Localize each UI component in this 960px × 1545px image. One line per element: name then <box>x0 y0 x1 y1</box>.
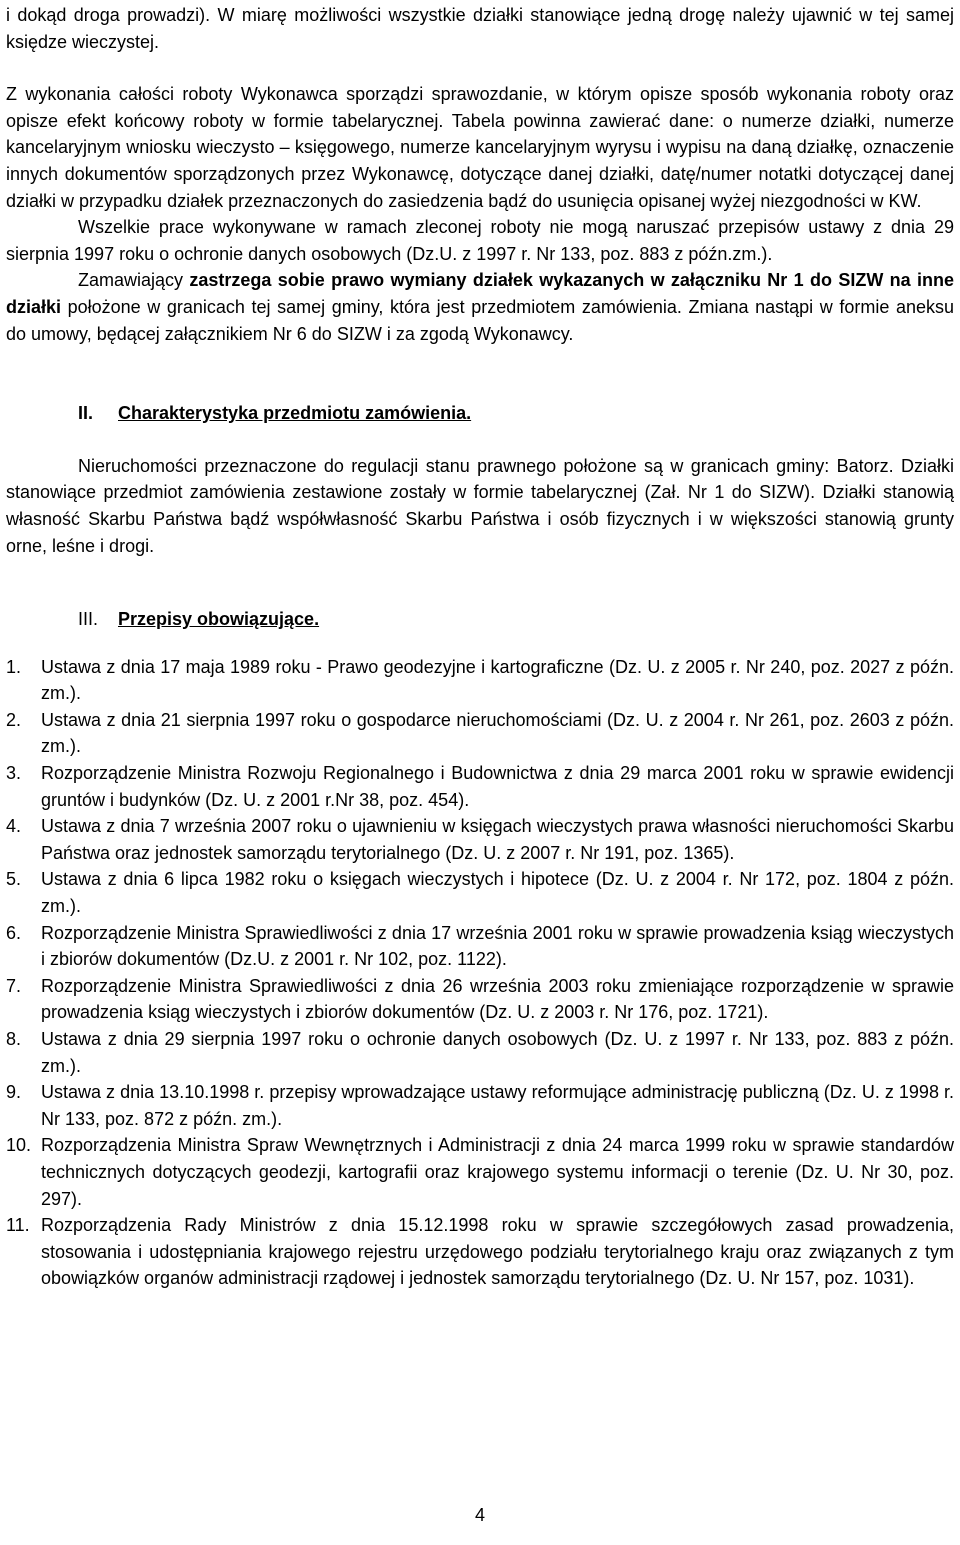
section-3-title: Przepisy obowiązujące. <box>118 609 320 630</box>
section-3-number: III. <box>78 609 99 630</box>
list-item: 8. Ustawa z dnia 29 sierpnia 1997 roku o ochronie danych osobowych (Dz. U. z 1997 r. Nr 133, poz. 883 z późn. zm.). <box>6 1029 954 1076</box>
section-3-heading <box>6 606 954 633</box>
list-item: 10. Rozporządzenia Ministra Spraw Wewnętrznych i Administracji z dnia 24 marca 1999 roku w sprawie standardów technicznych dotyczących geodezji, kartografii oraz krajowego systemu informacji o terenie (Dz. U. Nr 30, poz. 297). <box>6 1135 954 1209</box>
exchange-paragraph <box>6 267 954 347</box>
exchange-bold: zastrzega sobie prawo wymiany działek wykazanych w załączniku Nr 1 do SIZW na inne działki <box>6 270 954 317</box>
list-item: 5. Ustawa z dnia 6 lipca 1982 roku o księgach wieczystych i hipotece (Dz. U. z 2004 r. Nr 172, poz. 1804 z późn. zm.). <box>6 869 954 917</box>
list-item: 3. Rozporządzenie Ministra Rozwoju Regionalnego i Budownictwa z dnia 29 marca 2001 roku w sprawie ewidencji gruntów i budynków (Dz. U. z 2001 r.Nr 38, poz. 454). <box>6 763 954 810</box>
list-item: 6. Rozporządzenie Ministra Sprawiedliwości z dnia 17 września 2001 roku w sprawie prowadzenia ksiąg wieczystych i zbiorów dokumentów (Dz.U. z 2001 r. Nr 102, poz. 1122). <box>6 922 954 970</box>
list-item: 11. Rozporządzenia Rady Ministrów z dnia 15.12.1998 roku w sprawie szczegółowych zasad prowadzenia, stosowania i udostępniania krajowego rejestru urzędowego podziału terytorialnego kraju oraz związanych z tym obowiązków organów administracji rządowej i jednostek samorządu terytorialnego (Dz. U. Nr 157, poz. 1031). <box>6 1215 954 1289</box>
section-2-number: II. <box>78 403 94 424</box>
list-item: 9. Ustawa z dnia 13.10.1998 r. przepisy wprowadzające ustawy reformujące administrację publiczną (Dz. U. z 1998 r. Nr 133, poz. 872 z późn. zm.). <box>6 1082 954 1129</box>
list-item: 2. Ustawa z dnia 21 sierpnia 1997 roku o gospodarce nieruchomościami (Dz. U. z 2004 r. Nr 261, poz. 2603 z późn. zm.). <box>6 709 954 757</box>
report-paragraph: Z wykonania całości roboty Wykonawca sporządzi sprawozdanie, w którym opisze sposób wykonania roboty oraz opisze efekt końcowy roboty w formie tabelarycznej. Tabela powinna zawierać dane: o numerze działki, numerze kancelaryjnym wniosku wieczysto – księgowego, numerze kancelaryjnym wyrysu i wypisu na daną działkę, oznaczenie innych dokumentów sporządzonych przez Wykonawcę, dotyczące danej działki, datę/numer notatki dotyczącej danej działki w przypadku działek przeznaczonych do zasiedzenia bądź do usunięcia opisanej wyżej niezgodności w KW. <box>6 84 954 211</box>
list-item: 1. Ustawa z dnia 17 maja 1989 roku - Prawo geodezyjne i kartograficzne (Dz. U. z 2005 r. Nr 240, poz. 2027 z późn. zm.). <box>6 656 954 704</box>
section-2-title: Charakterystyka przedmiotu zamówienia. <box>118 403 472 424</box>
list-item: 7. Rozporządzenie Ministra Sprawiedliwości z dnia 26 września 2003 roku zmieniające rozporządzenie w sprawie prowadzenia ksiąg wieczystych i zbiorów dokumentów (Dz. U. z 2003 r. Nr 176, poz. 1721). <box>6 975 954 1023</box>
list-item: 4. Ustawa z dnia 7 września 2007 roku o ujawnieniu w księgach wieczystych prawa własności nieruchomości Skarbu Państwa oraz jednostek samorządu terytorialnego (Dz. U. z 2007 r. Nr 191, poz. 1365). <box>6 816 954 863</box>
continuation-paragraph: i dokąd droga prowadzi). W miarę możliwości wszystkie działki stanowiące jedną drogę należy ujawnić w tej samej księdze wieczystej. <box>6 5 954 52</box>
document-page <box>6 0 954 1292</box>
section-2-heading <box>6 400 954 427</box>
regulations-list <box>6 654 954 1292</box>
exchange-rest: położone w granicach tej samej gminy, która jest przedmiotem zamówienia. Zmiana nastąpi w formie aneksu do umowy, będącej załącznikiem Nr 6 do SIZW i za zgodą Wykonawcy. <box>6 296 954 344</box>
page-number: 4 <box>474 1505 485 1525</box>
privacy-paragraph: Wszelkie prace wykonywane w ramach zleconej roboty nie mogą naruszać przepisów ustawy z dnia 29 sierpnia 1997 roku o ochronie danych osobowych (Dz.U. z 1997 r. Nr 133, poz. 883 z późn.zm.). <box>6 217 954 264</box>
section-2-paragraph: Nieruchomości przeznaczone do regulacji stanu prawnego położone są w granicach gminy: Batorz. Działki stanowiące przedmiot zamówienia zestawione zostały w formie tabelarycznej (Zał. Nr 1 do SIZW). Działki stanowią własność Skarbu Państwa bądź współwłasność Skarbu Państwa i osób fizycznych i w większości stanowią grunty orne, leśne i drogi. <box>6 455 954 556</box>
exchange-lead: Zamawiający <box>78 270 190 291</box>
